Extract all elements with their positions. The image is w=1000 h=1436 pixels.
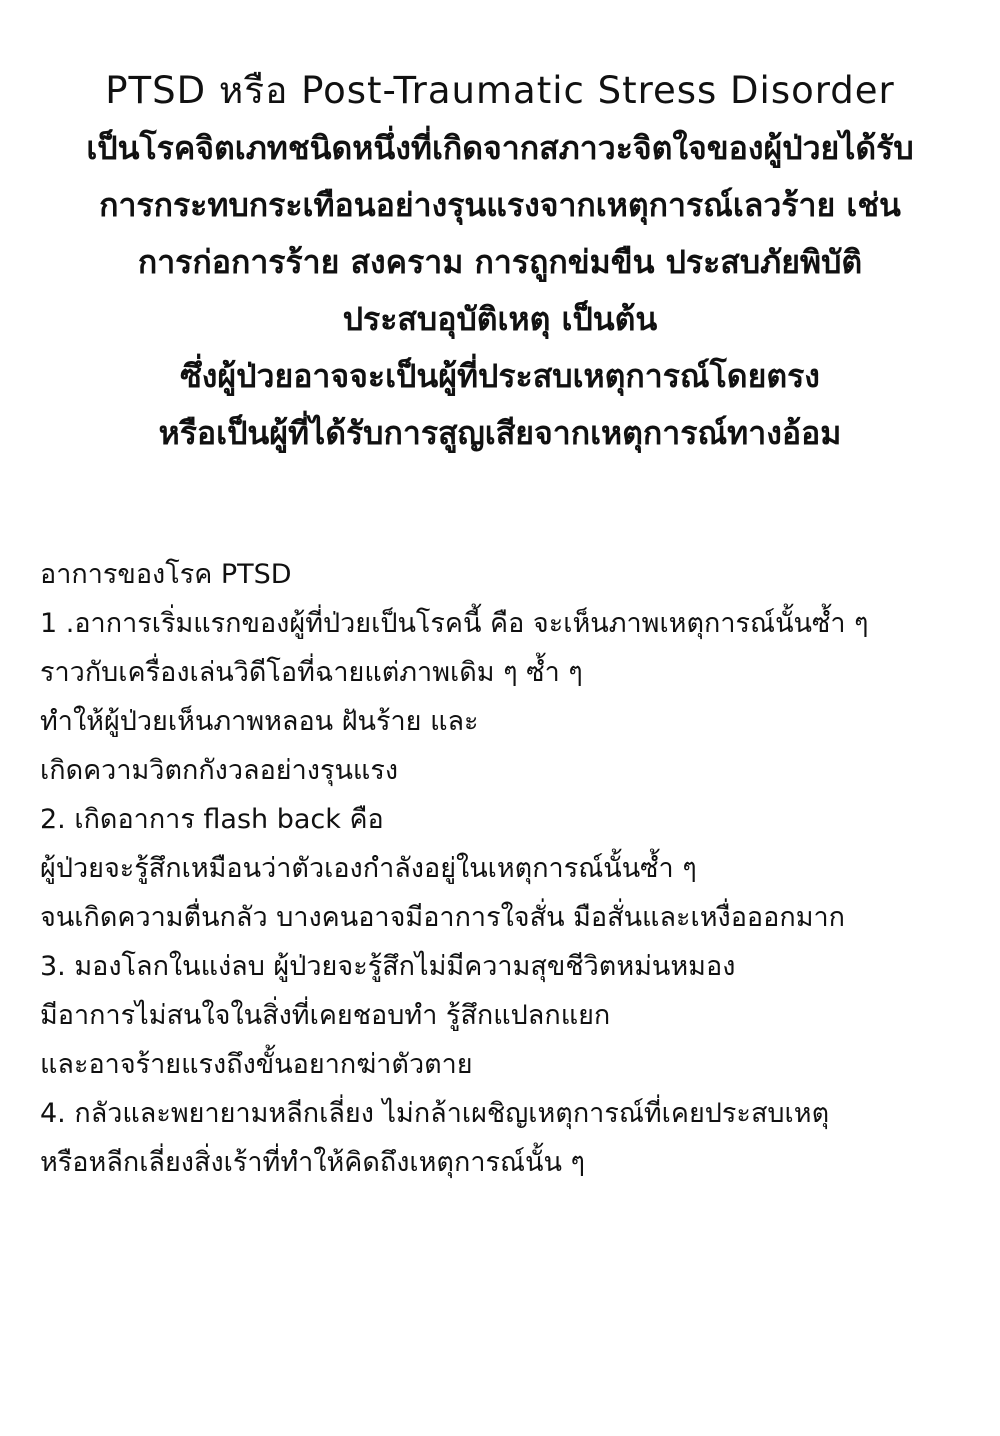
symptom-line: 3. มองโลกในแง่ลบ ผู้ป่วยจะรู้สึกไม่มีความสุขชีวิตหม่นหมอง bbox=[40, 951, 736, 982]
symptom-line: หรือหลีกเลี่ยงสิ่งเร้าที่ทำให้คิดถึงเหตุการณ์นั้น ๆ bbox=[40, 1147, 586, 1178]
intro-line: การก่อการร้าย สงคราม การถูกข่มขืน ประสบภัยพิบัติ bbox=[137, 243, 863, 281]
intro-line: การกระทบกระเทือนอย่างรุนแรงจากเหตุการณ์เลวร้าย เช่น bbox=[99, 186, 901, 224]
intro-section bbox=[0, 62, 1000, 462]
symptom-line: ผู้ป่วยจะรู้สึกเหมือนว่าตัวเองกำลังอยู่ในเหตุการณ์นั้นซ้ำ ๆ bbox=[40, 853, 697, 884]
intro-line: หรือเป็นผู้ที่ได้รับการสูญเสียจากเหตุการณ์ทางอ้อม bbox=[158, 414, 842, 452]
symptom-line: 4. กลัวและพยายามหลีกเลี่ยง ไม่กล้าเผชิญเหตุการณ์ที่เคยประสบเหตุ bbox=[40, 1098, 830, 1129]
symptom-line: เกิดความวิตกกังวลอย่างรุนแรง bbox=[40, 755, 399, 786]
intro-line: เป็นโรคจิตเภทชนิดหนึ่งที่เกิดจากสภาวะจิตใจของผู้ป่วยได้รับ bbox=[86, 129, 914, 167]
symptom-line: มีอาการไม่สนใจในสิ่งที่เคยชอบทำ รู้สึกแปลกแยก bbox=[40, 1000, 611, 1031]
symptom-line: ทำให้ผู้ป่วยเห็นภาพหลอน ฝันร้าย และ bbox=[40, 706, 479, 737]
symptom-line: ราวกับเครื่องเล่นวิดีโอที่ฉายแต่ภาพเดิม ๆ ซ้ำ ๆ bbox=[40, 657, 583, 688]
intro-line: ประสบอุบัติเหตุ เป็นต้น bbox=[342, 300, 658, 338]
symptom-line: 2. เกิดอาการ flash back คือ bbox=[40, 804, 384, 835]
symptom-line: และอาจร้ายแรงถึงขั้นอยากฆ่าตัวตาย bbox=[40, 1049, 473, 1080]
symptoms-heading: อาการของโรค PTSD bbox=[40, 559, 292, 590]
intro-line: ซึ่งผู้ป่วยอาจจะเป็นผู้ที่ประสบเหตุการณ์โดยตรง bbox=[180, 357, 820, 395]
symptom-line: จนเกิดความตื่นกลัว บางคนอาจมีอาการใจสั่น มือสั่นและเหงื่อออกมาก bbox=[40, 902, 846, 933]
symptom-line: 1 .อาการเริ่มแรกของผู้ที่ป่วยเป็นโรคนี้ คือ จะเห็นภาพเหตุการณ์นั้นซ้ำ ๆ bbox=[40, 608, 869, 639]
page-title: PTSD หรือ Post-Traumatic Stress Disorder bbox=[105, 69, 895, 112]
symptoms-section bbox=[40, 550, 980, 1187]
